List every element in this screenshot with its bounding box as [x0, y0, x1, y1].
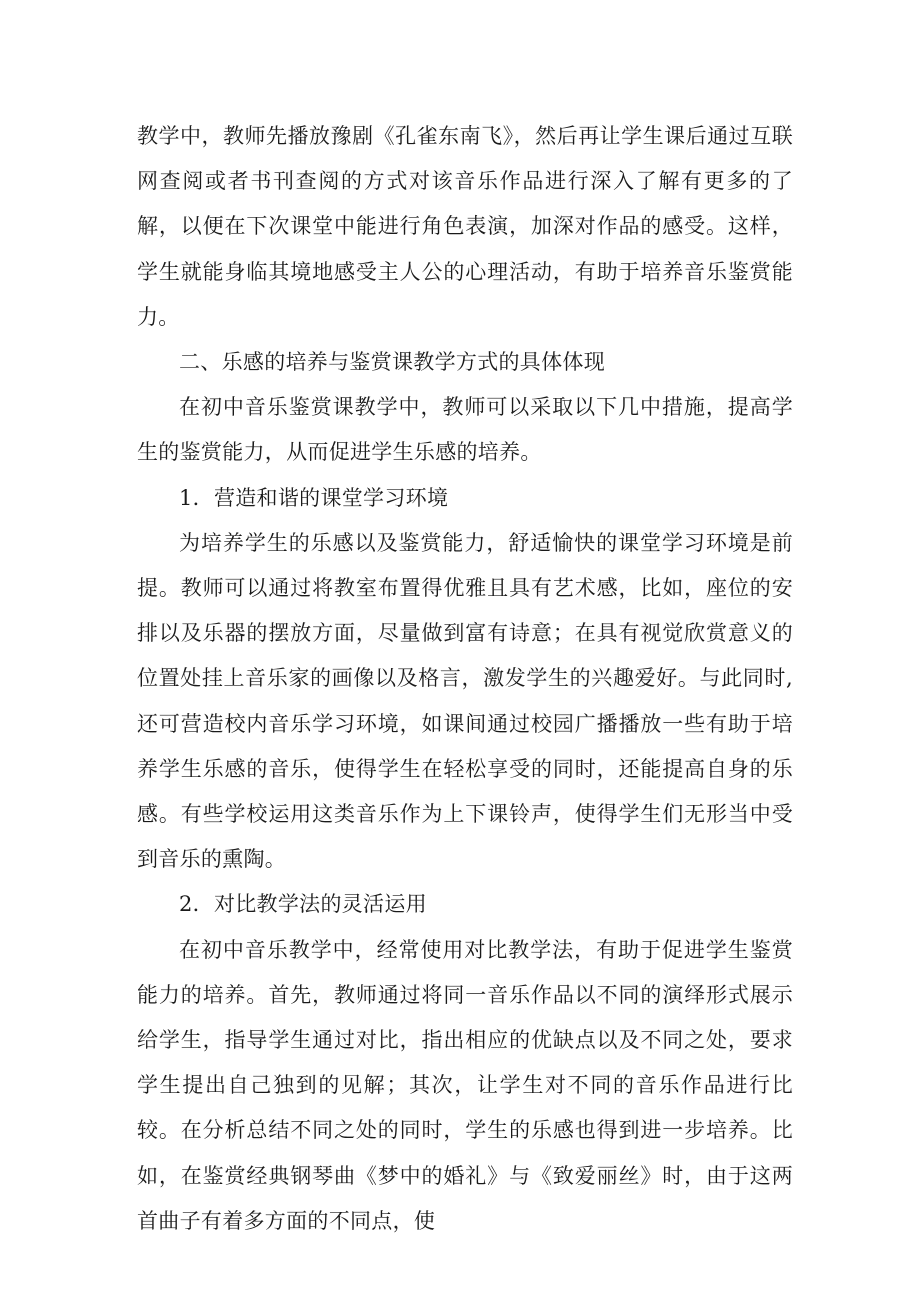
- document-page: [137, 114, 793, 1244]
- paragraph: 在初中音乐教学中，经常使用对比教学法，有助于促进学生鉴赏能力的培养。首先，教师通过将同一音乐作品以不同的演绎形式展示给学生，指导学生通过对比，指出相应的优缺点以及不同之处，要求学生提出自己独到的见解；其次，让学生对不同的音乐作品进行比较。在分析总结不同之处的同时，学生的乐感也得到进一步培养。比如，在鉴赏经典钢琴曲《梦中的婚礼》与《致爱丽丝》时，由于这两首曲子有着多方面的不同点，使: [137, 937, 793, 1233]
- section-heading: 二、乐感的培养与鉴赏课教学方式的具体体现: [179, 350, 605, 375]
- subsection-heading: 2．对比教学法的灵活运用: [179, 892, 427, 917]
- subsection-heading: 1．营造和谐的课堂学习环境: [179, 485, 449, 510]
- paragraph-continued: 教学中，教师先播放豫剧《孔雀东南飞》，然后再让学生课后通过互联网查阅或者书刊查阅的方式对该音乐作品进行深入了解有更多的了解，以便在下次课堂中能进行角色表演，加深对作品的感受。这样，学生就能身临其境地感受主人公的心理活动，有助于培养音乐鉴赏能力。: [137, 124, 793, 329]
- paragraph: 在初中音乐鉴赏课教学中，教师可以采取以下几中措施，提高学生的鉴赏能力，从而促进学生乐感的培养。: [137, 395, 793, 465]
- paragraph: 为培养学生的乐感以及鉴赏能力，舒适愉快的课堂学习环境是前提。教师可以通过将教室布置得优雅且具有艺术感，比如，座位的安排以及乐器的摆放方面，尽量做到富有诗意；在具有视觉欣赏意义的位置处挂上音乐家的画像以及格言，激发学生的兴趣爱好。与此同时,还可营造校内音乐学习环境，如课间通过校园广播播放一些有助于培养学生乐感的音乐，使得学生在轻松享受的同时，还能提高自身的乐感。有些学校运用这类音乐作为上下课铃声，使得学生们无形当中受到音乐的熏陶。: [137, 530, 793, 872]
